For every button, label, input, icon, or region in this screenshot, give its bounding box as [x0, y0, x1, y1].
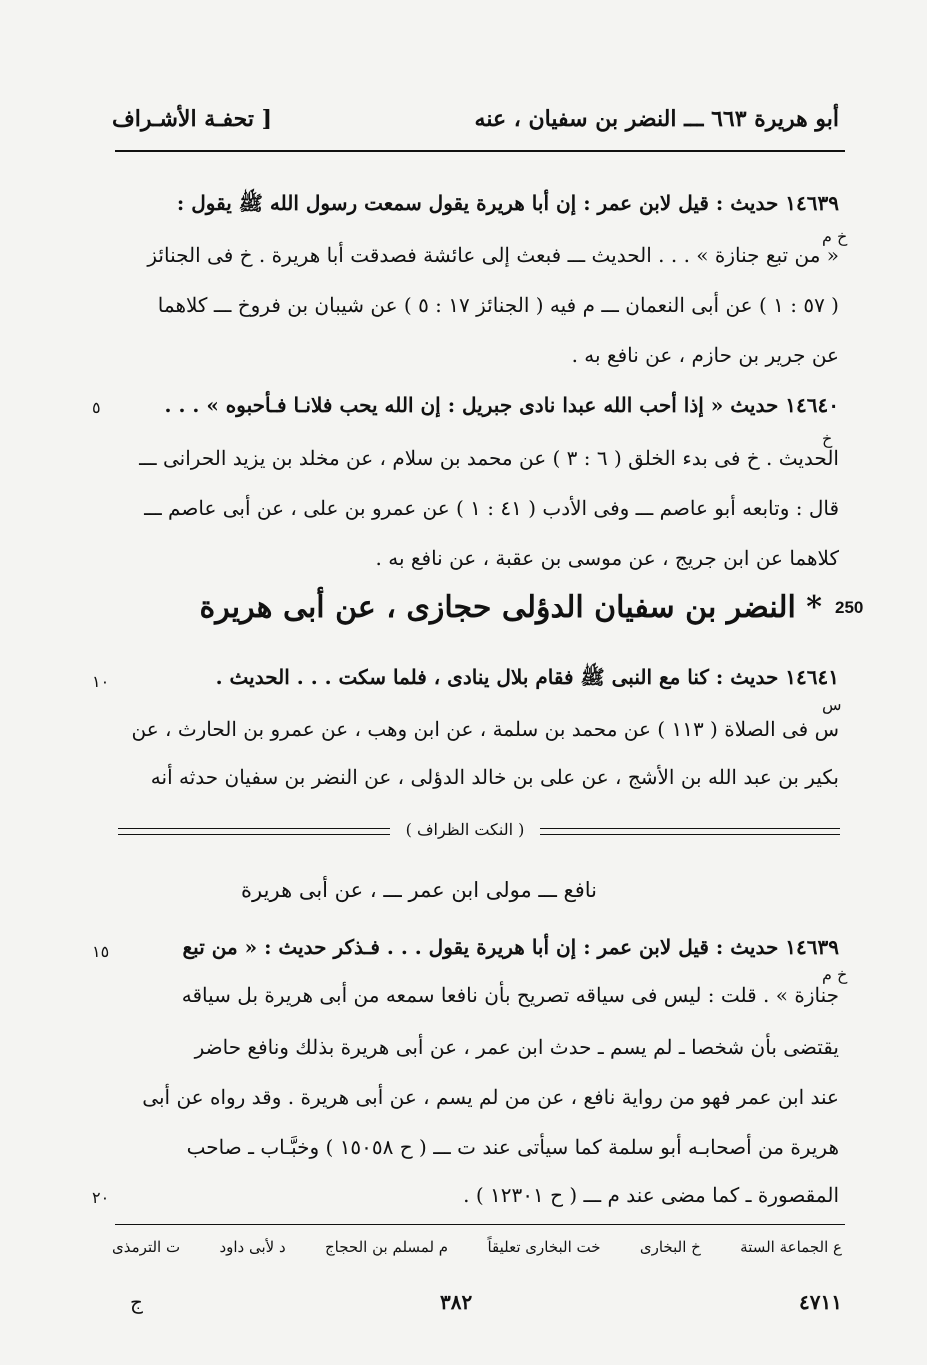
text-line: هريرة من أصحابـه أبو سلمة كما سيأتى عند ت ـــ ( ح ١٥٠٥٨ ) وخبَّـاب ـ صاحب: [186, 1135, 839, 1159]
section-number: 250: [835, 598, 864, 617]
side-mark: خ: [822, 429, 833, 448]
legend-item: خت البخارى تعليقاً: [487, 1238, 601, 1256]
text-line: ( ٥٧ : ١ ) عن أبى النعمان ـــ م فيه ( الجنائز ١٧ : ٥ ) عن شيبان بن فروخ ـــ كلاهما: [157, 293, 839, 317]
text-line: قال : وتابعه أبو عاصم ـــ وفى الأدب ( ٤١ : ١ ) عن عمرو بن على ، عن أبى عاصم ـــ: [144, 496, 839, 520]
page-number: ٣٨٢: [440, 1290, 473, 1314]
line-number: ٥: [92, 398, 101, 417]
legend-item: ع الجماعة الستة: [740, 1238, 842, 1256]
abbreviation-legend: [112, 1238, 842, 1256]
line-number: ١٠: [92, 672, 110, 691]
legend-item: ت الترمذى: [112, 1238, 181, 1256]
legend-item: د لأبى داود: [219, 1238, 286, 1256]
text-line: يقتضى بأن شخصا ـ لم يسم ـ حدث ابن عمر ، عن أبى هريرة بذلك ونافع حاضر: [194, 1035, 839, 1059]
text-line: س فى الصلاة ( ١١٣ ) عن محمد بن سلمة ، عن ابن وهب ، عن عمرو بن الحارث ، عن: [131, 717, 839, 741]
text-line: ١٤٦٣٩ حديث : قيل لابن عمر : إن أبا هريرة يقول سمعت رسول الله ﷺ يقول :: [176, 191, 839, 215]
text-line: ١٤٦٣٩ حديث : قيل لابن عمر : إن أبا هريرة يقول . . . فـذكر حديث : « من تبع: [182, 935, 839, 959]
section-title: * النضر بن سفيان الدؤلى حجازى ، عن أبى هريرة: [199, 590, 822, 625]
signature-mark: ج: [130, 1290, 143, 1314]
legend-item: م لمسلم بن الحجاج: [324, 1238, 449, 1256]
text-line: المقصورة ـ كما مضى عند م ـــ ( ح ١٢٣٠١ ) .: [463, 1183, 839, 1207]
side-mark: خ م: [822, 965, 848, 984]
text-line: كلاهما عن ابن جريج ، عن موسى بن عقبة ، عن نافع به .: [375, 546, 839, 570]
footer-serial: ٤٧١١: [799, 1290, 842, 1314]
line-number: ٢٠: [92, 1188, 110, 1207]
text-line: ١٤٦٤٠ حديث « إذا أحب الله عبدا نادى جبريل : إن الله يحب فلانـا فـأحبوه » . . .: [164, 393, 839, 417]
text-line: جنازة » . قلت : ليس فى سياقه تصريح بأن نافعا سمعه من أبى هريرة بل سياقه: [181, 983, 839, 1007]
divider-label: ( النكت الظراف ): [390, 820, 540, 839]
line-number: ١٥: [92, 942, 110, 961]
side-mark: خ م: [822, 227, 848, 246]
side-mark: س: [822, 695, 842, 714]
text-line: « من تبع جنازة » . . . الحديث ـــ فبعث إلى عائشة فصدقت أبا هريرة . خ فى الجنائز: [147, 243, 839, 267]
text-line: الحديث . خ فى بدء الخلق ( ٦ : ٣ ) عن محمد بن سلام ، عن مخلد بن يزيد الحرانى ـــ: [139, 446, 839, 470]
text-line: ١٤٦٤١ حديث : كنا مع النبى ﷺ فقام بلال ينادى ، فلما سكت . . . الحديث .: [215, 665, 839, 689]
text-line: عند ابن عمر فهو من رواية نافع ، عن من لم يسم ، عن أبى هريرة . وقد رواه عن أبى: [142, 1085, 839, 1109]
header-rule: [115, 150, 845, 152]
legend-rule: [115, 1224, 845, 1225]
subheading: نافع ـــ مولى ابن عمر ـــ ، عن أبى هريرة: [241, 878, 597, 902]
running-header-left: [ تحفـة الأشـراف: [112, 106, 273, 132]
legend-item: خ البخارى: [639, 1238, 701, 1256]
running-header-right: أبو هريرة ٦٦٣ ـــ النضر بن سفيان ، عنه: [474, 106, 839, 132]
text-line: عن جرير بن حازم ، عن نافع به .: [571, 343, 839, 367]
text-line: بكير بن عبد الله بن الأشج ، عن على بن خالد الدؤلى ، عن النضر بن سفيان حدثه أنه: [150, 765, 839, 789]
